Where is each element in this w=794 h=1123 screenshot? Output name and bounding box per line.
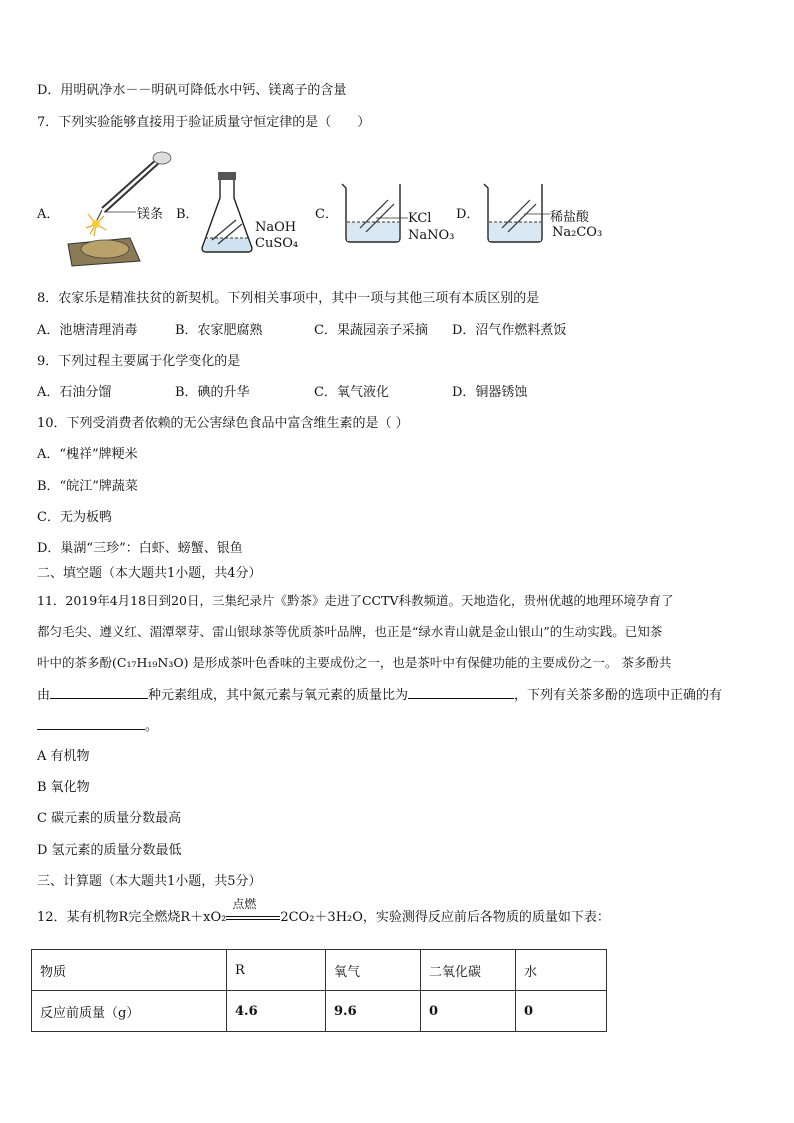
q8-options — [37, 322, 757, 340]
q6-option-d: D．用明矾净水－－明矾可降低水中钙、镁离子的含量 — [37, 83, 347, 98]
flask-figure — [198, 170, 258, 255]
q12-stem-start: 12．某有机物R完全燃烧 — [37, 910, 181, 925]
kcl-label: KCl — [408, 211, 432, 226]
q10-option-b: B．“皖江”牌蔬菜 — [37, 479, 138, 494]
magnesium-label: 镁条 — [137, 207, 164, 222]
reaction-arrow — [226, 896, 280, 925]
q7-option-d-letter: D． — [456, 207, 480, 222]
table-row-label: 反应前质量（g） — [32, 991, 227, 1032]
table-cell: 9.6 — [326, 991, 421, 1032]
q10-stem: 10．下列受消费者依赖的无公害绿色食品中富含维生素的是（ ） — [37, 416, 409, 431]
q11-line-4-middle: 种元素组成，其中氮元素与氧元素的质量比为 — [148, 688, 409, 703]
table-header-row — [32, 950, 607, 991]
q10-option-a: A．“槐祥”牌粳米 — [37, 447, 138, 462]
q9-option-b: B．碘的升华 — [175, 385, 250, 400]
q11-choice-a: A 有机物 — [37, 749, 90, 764]
table-header-cell: 物质 — [32, 950, 227, 991]
q11-line-5 — [37, 716, 158, 736]
beaker-d-figure — [480, 180, 550, 245]
q7-option-b-letter: B． — [176, 207, 199, 222]
q9-option-a: A．石油分馏 — [37, 385, 112, 400]
q11-line-4-start: 由 — [37, 688, 51, 703]
q9-option-c: C．氧气液化 — [314, 385, 389, 400]
cuso4-label: CuSO₄ — [255, 236, 299, 251]
q10-option-d: D．巢湖“三珍”：白虾、螃蟹、银鱼 — [37, 541, 243, 556]
equation-right: 2CO₂＋3H₂O — [280, 910, 363, 925]
q12-stem — [37, 896, 610, 927]
q7-stem: 7．下列实验能够直接用于验证质量守恒定律的是（ ） — [37, 115, 371, 130]
nano3-label: NaNO₃ — [408, 228, 455, 243]
table-cell: 0 — [516, 991, 607, 1032]
table-header-cell: 氧气 — [326, 950, 421, 991]
q9-stem: 9．下列过程主要属于化学变化的是 — [37, 354, 241, 369]
q11-line-3: 叶中的茶多酚(C₁₇H₁₉N₃O) 是形成茶叶色香味的主要成份之一，也是茶叶中有保健功能的主要成份之一。 茶多酚共 — [37, 655, 672, 670]
q7-option-a-letter: A． — [37, 207, 60, 222]
table-cell: 4.6 — [227, 991, 326, 1032]
beaker-c-figure — [338, 180, 408, 245]
q11-choice-b: B 氧化物 — [37, 780, 90, 795]
hcl-label: 稀盐酸 — [550, 210, 590, 225]
naoh-label: NaOH — [255, 220, 297, 235]
ignite-condition: 点燃 — [232, 896, 257, 911]
q11-line-4-end: ，下列有关茶多酚的选项中正确的有 — [514, 688, 723, 703]
q8-option-c: C．果蔬园亲子采摘 — [314, 323, 428, 338]
section-3-heading: 三、计算题（本大题共1小题，共5分） — [37, 874, 262, 889]
na2co3-label: Na₂CO₃ — [552, 225, 603, 240]
section-2-heading: 二、填空题（本大题共1小题，共4分） — [37, 566, 262, 581]
q7-option-c-letter: C． — [315, 207, 338, 222]
correct-options-blank[interactable] — [37, 716, 145, 730]
q8-stem: 8．农家乐是精准扶贫的新契机。下列相关事项中，其中一项与其他三项有本质区别的是 — [37, 291, 540, 306]
table-header-cell: 二氧化碳 — [421, 950, 516, 991]
q11-choice-d: D 氢元素的质量分数最低 — [37, 843, 182, 858]
mass-ratio-blank[interactable] — [408, 685, 514, 699]
q11-line-1: 11．2019年4月18日到20日，三集纪录片《黔茶》走进了CCTV科教频道。天地造化，贵州优越的地理环境孕育了 — [37, 593, 674, 608]
q11-choice-c: C 碳元素的质量分数最高 — [37, 811, 182, 826]
q10-option-c: C．无为板鸭 — [37, 510, 112, 525]
q8-option-a: A．池塘清理消毒 — [37, 323, 138, 338]
table-header-cell: 水 — [516, 950, 607, 991]
element-count-blank[interactable] — [50, 685, 148, 699]
q12-stem-end: ，实验测得反应前后各物质的质量如下表： — [362, 910, 610, 925]
q8-option-b: B．农家肥腐熟 — [175, 323, 263, 338]
equation-left: R＋xO₂ — [180, 910, 227, 925]
table-row — [32, 991, 607, 1032]
q9-options — [37, 384, 757, 402]
mass-table — [31, 949, 607, 1032]
table-cell: 0 — [421, 991, 516, 1032]
q11-line-5-end: 。 — [145, 719, 159, 734]
q8-option-d: D．沼气作燃料煮饭 — [452, 323, 567, 338]
q9-option-d: D．铜器锈蚀 — [452, 385, 528, 400]
q11-line-4 — [37, 685, 722, 705]
q11-line-2: 都匀毛尖、遵义红、湄潭翠芽、雷山银球茶等优质茶叶品牌，也正是“绿水青山就是金山银山”的生动实践。已知茶 — [37, 624, 663, 639]
table-header-cell: R — [227, 950, 326, 991]
